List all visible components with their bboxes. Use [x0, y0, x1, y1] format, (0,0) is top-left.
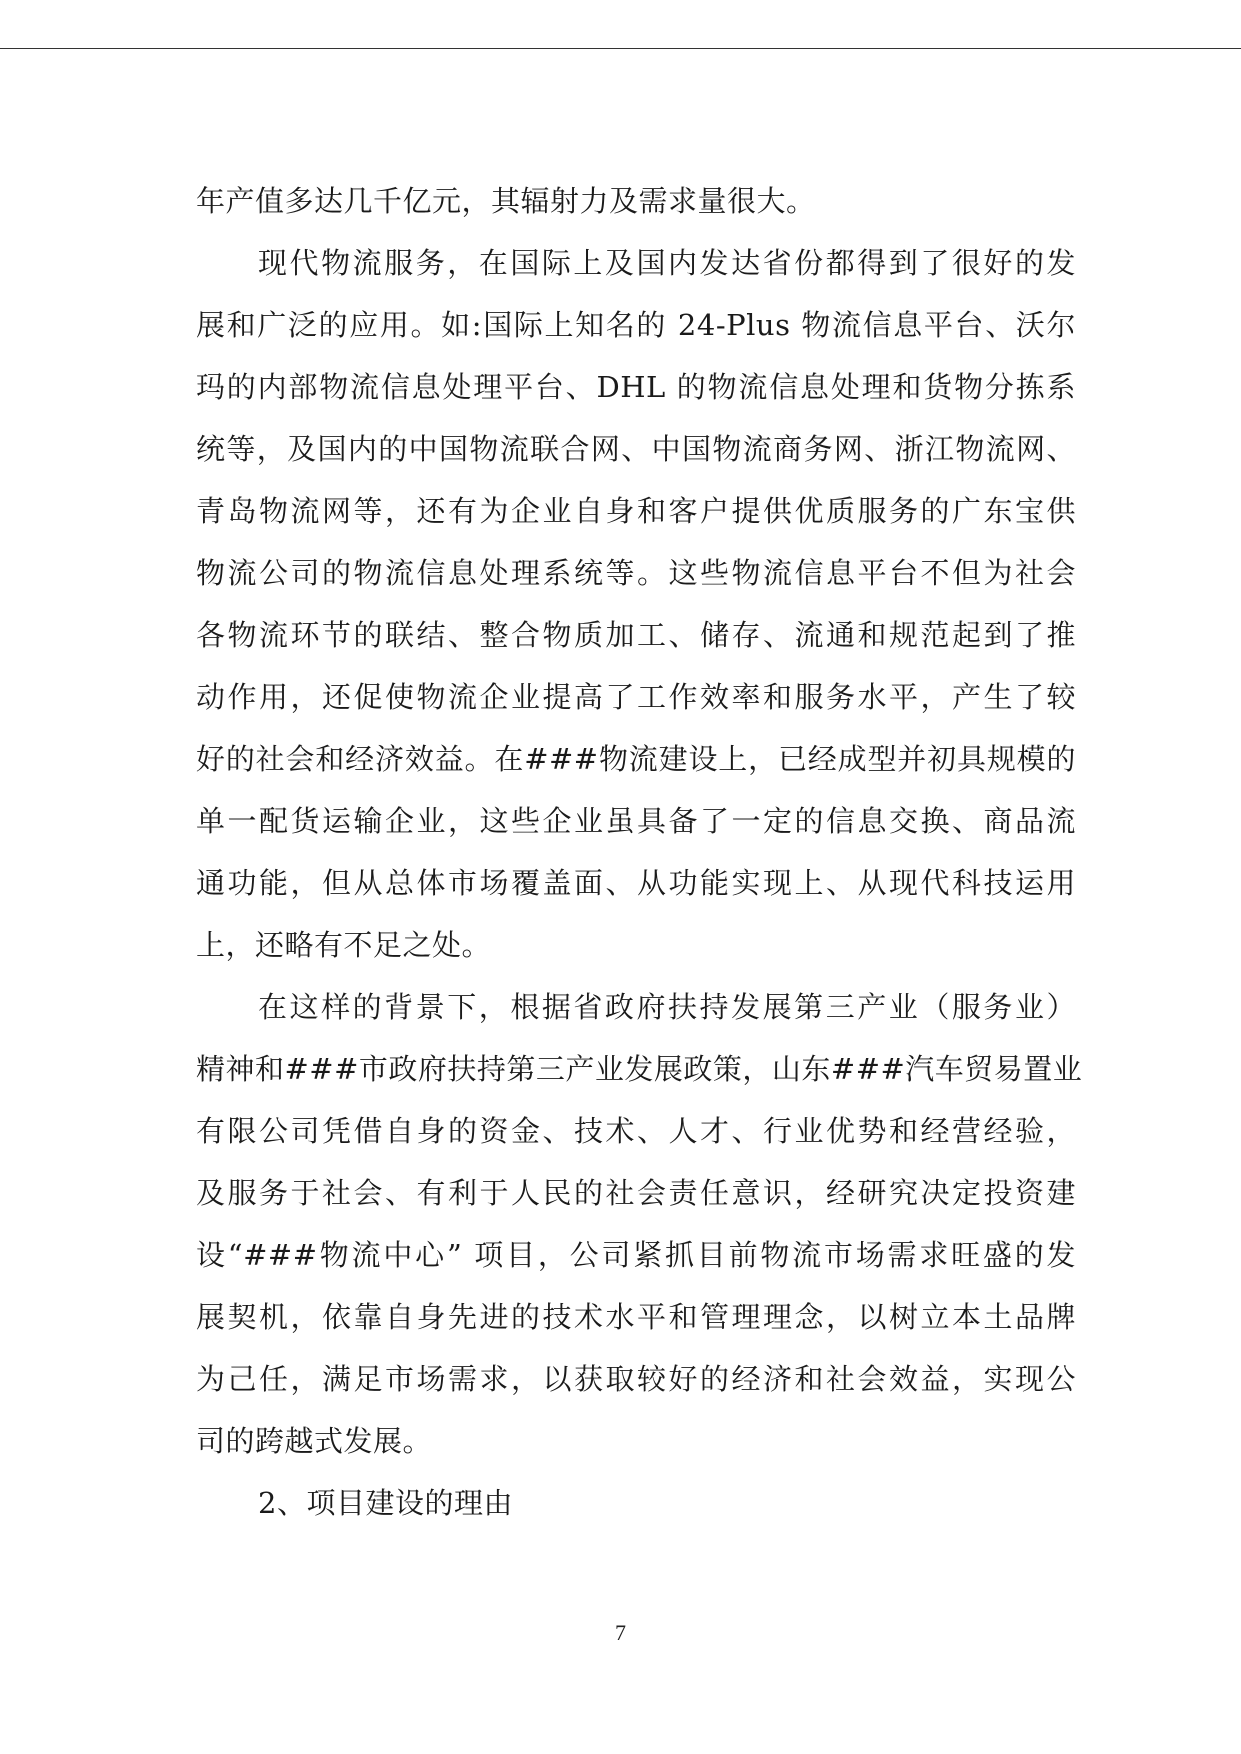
paragraph-line: 为己任，满足市场需求，以获取较好的经济和社会效益，实现公 [196, 1362, 1076, 1396]
paragraph-line: 在这样的背景下，根据省政府扶持发展第三产业（服务业） [258, 990, 1076, 1024]
paragraph-line: 年产值多达几千亿元，其辐射力及需求量很大。 [196, 184, 816, 218]
page-body [196, 170, 1083, 1534]
paragraph-line: 各物流环节的联结、整合物质加工、储存、流通和规范起到了推 [196, 618, 1076, 652]
paragraph [196, 1472, 1076, 1534]
paragraph-line: 精神和###市政府扶持第三产业发展政策，山东###汽车贸易置业 [196, 1052, 1083, 1086]
paragraph-line: 青岛物流网等，还有为企业自身和客户提供优质服务的广东宝供 [196, 494, 1076, 528]
paragraph-line: 司的跨越式发展。 [196, 1424, 433, 1458]
paragraph-line: 有限公司凭借自身的资金、技术、人才、行业优势和经营经验， [196, 1114, 1076, 1148]
header-rule [0, 48, 1241, 49]
paragraph-line: 2、项目建设的理由 [258, 1486, 513, 1520]
paragraph [196, 232, 1076, 976]
paragraph-line: 设“###物流中心” 项目，公司紧抓目前物流市场需求旺盛的发 [196, 1238, 1076, 1272]
paragraph-line: 及服务于社会、有利于人民的社会责任意识，经研究决定投资建 [196, 1176, 1076, 1210]
paragraph-line: 上，还略有不足之处。 [196, 928, 492, 962]
paragraph-line: 通功能，但从总体市场覆盖面、从功能实现上、从现代科技运用 [196, 866, 1076, 900]
page-number: 7 [615, 1620, 626, 1645]
paragraph-line: 展和广泛的应用。如:国际上知名的 24-Plus 物流信息平台、沃尔 [196, 308, 1076, 342]
paragraph-line: 现代物流服务，在国际上及国内发达省份都得到了很好的发 [258, 246, 1076, 280]
paragraph-line: 单一配货运输企业，这些企业虽具备了一定的信息交换、商品流 [196, 804, 1076, 838]
paragraph-line: 展契机，依靠自身先进的技术水平和管理理念，以树立本土品牌 [196, 1300, 1076, 1334]
paragraph [196, 170, 1076, 232]
paragraph-line: 物流公司的物流信息处理系统等。这些物流信息平台不但为社会 [196, 556, 1076, 590]
paragraph [196, 976, 1083, 1472]
paragraph-line: 动作用，还促使物流企业提高了工作效率和服务水平，产生了较 [196, 680, 1076, 714]
paragraph-line: 玛的内部物流信息处理平台、DHL 的物流信息处理和货物分拣系 [196, 370, 1076, 404]
paragraph-line: 好的社会和经济效益。在###物流建设上，已经成型并初具规模的 [196, 742, 1076, 776]
paragraph-line: 统等，及国内的中国物流联合网、中国物流商务网、浙江物流网、 [196, 432, 1076, 466]
